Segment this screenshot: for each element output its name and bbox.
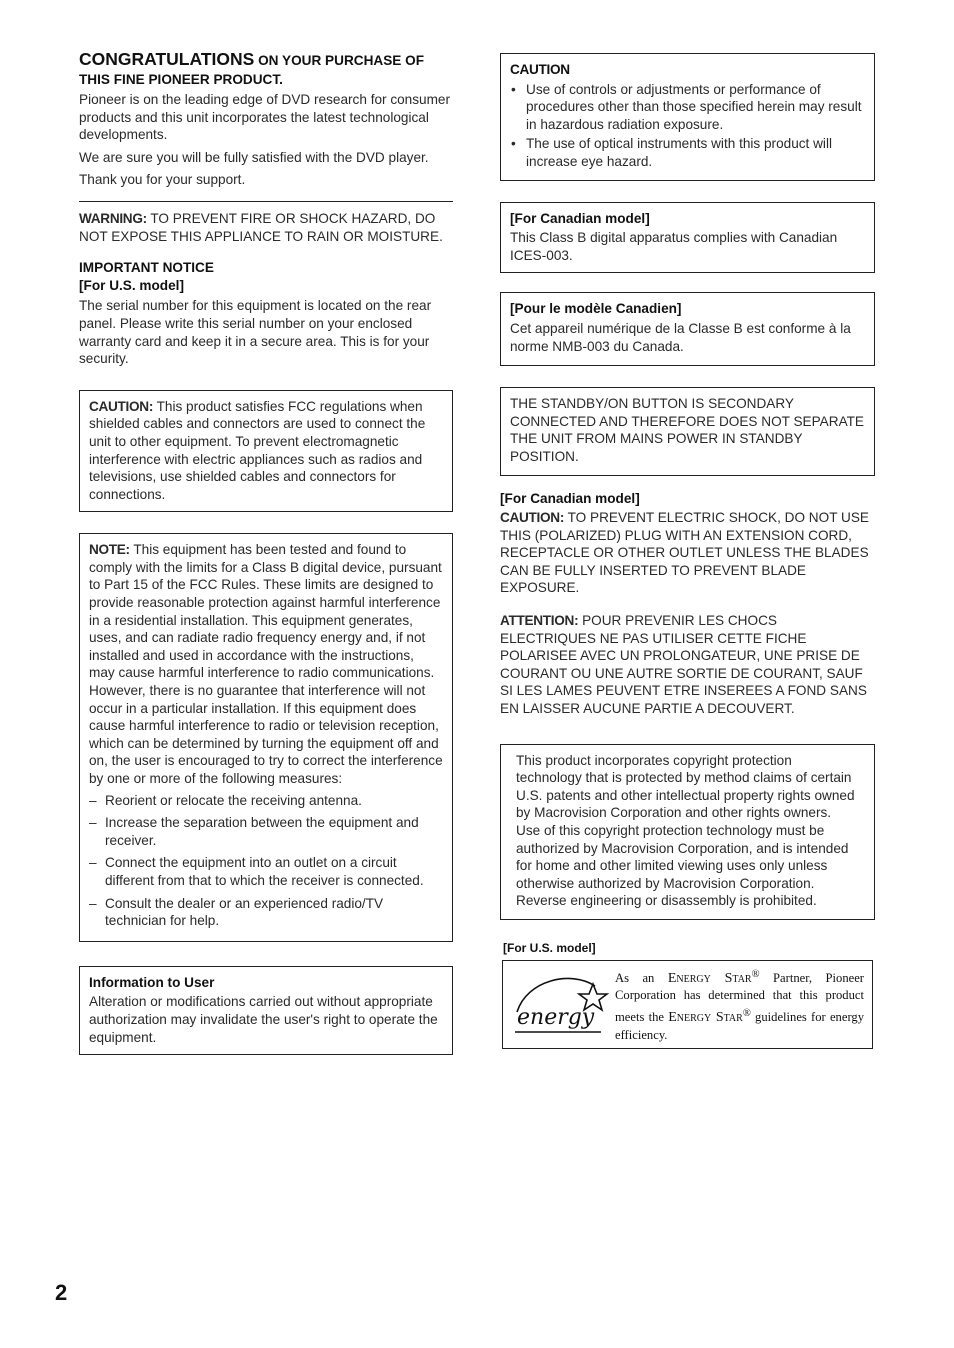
fcc-note-label: NOTE: bbox=[89, 542, 130, 558]
fcc-caution-box bbox=[79, 390, 453, 513]
congratulations-line2: THIS FINE PIONEER PRODUCT. bbox=[79, 72, 283, 87]
information-to-user-text: Alteration or modifications carried out without appropriate authorization may invalidate the user's right to operate the equipment. bbox=[89, 994, 438, 1045]
list-item: – Consult the dealer or an experienced radio/TV technician for help. bbox=[89, 895, 443, 930]
energy-star-text bbox=[609, 966, 864, 1045]
standby-notice-box bbox=[500, 387, 875, 475]
fcc-note-paragraph bbox=[89, 541, 443, 787]
canadian-plug-attention-text: POUR PREVENIR LES CHOCS ELECTRIQUES NE PAS UTILISER CETTE FICHE POLARISEE AVEC UN PROLONGATEUR, UNE PRISE DE COURANT OU UNE AUTRE SORTIE DE COURANT, SAUF SI LES LAMES PEUVENT ETRE INSEREES A FOND SANS EN LAISSER AUCUNE PARTIE A DECOUVERT. bbox=[500, 613, 867, 717]
macrovision-text: This product incorporates copyright protection technology that is protected by method claims of certain U.S. patents and other intellectual property rights owned by Macrovision Corporation and other rights owners. Use of this copyright protection technology must be authorized by Macrovision Corporation, and is intended for home and other limited viewing uses only unless otherwise authorized by Macrovision Corporation. Reverse engineering or disassembly is prohibited. bbox=[516, 752, 855, 909]
canadian-model-french-title: [Pour le modèle Canadien] bbox=[510, 301, 682, 317]
canadian-plug-attention bbox=[500, 612, 875, 718]
laser-caution-title: CAUTION bbox=[510, 62, 570, 77]
intro-paragraph-2: We are sure you will be fully satisfied with the DVD player. bbox=[79, 149, 429, 165]
canadian-plug-caution bbox=[500, 509, 875, 597]
canadian-plug-title: [For Canadian model] bbox=[500, 490, 640, 506]
warning-label: WARNING: bbox=[79, 210, 147, 226]
canadian-plug-attention-label: ATTENTION: bbox=[500, 613, 579, 629]
canadian-plug-caution-text: TO PREVENT ELECTRIC SHOCK, DO NOT USE THIS (POLARIZED) PLUG WITH AN EXTENSION CORD, RECEPTACLE OR OTHER OUTLET UNLESS THE BLADES CAN BE FULLY INSERTED TO PREVENT BLADE EXPOSURE. bbox=[500, 510, 869, 596]
registered-mark: ® bbox=[742, 1007, 751, 1019]
left-column bbox=[79, 50, 453, 1055]
list-item: – Connect the equipment into an outlet on a circuit different from that to which the receiver is connected. bbox=[89, 854, 443, 889]
canadian-model-text: This Class B digital apparatus complies with Canadian ICES-003. bbox=[510, 230, 838, 263]
energy-star-model: [For U.S. model] bbox=[503, 940, 596, 955]
energy-star-name: Energy Star bbox=[667, 970, 752, 986]
intro-paragraph-1: Pioneer is on the leading edge of DVD research for consumer products and this unit incorporates the latest technological developments. bbox=[79, 92, 451, 143]
canadian-model-french-text: Cet appareil numérique de la Classe B est conforme à la norme NMB-003 du Canada. bbox=[510, 320, 851, 354]
list-item: • The use of optical instruments with this product will increase eye hazard. bbox=[510, 135, 865, 170]
right-column bbox=[500, 53, 875, 1049]
warning-text: TO PREVENT FIRE OR SHOCK HAZARD, DO NOT EXPOSE THIS APPLIANCE TO RAIN OR MOISTURE. bbox=[79, 210, 443, 244]
canadian-model-box bbox=[500, 202, 875, 274]
important-notice-model: [For U.S. model] bbox=[79, 277, 184, 293]
list-item: – Increase the separation between the equipment and receiver. bbox=[89, 814, 443, 849]
important-notice-title: IMPORTANT NOTICE bbox=[79, 260, 214, 276]
information-to-user-box bbox=[79, 966, 453, 1055]
energy-logo-word: energy bbox=[517, 1004, 595, 1030]
registered-mark: ® bbox=[751, 968, 760, 980]
congratulations-rest: ON YOUR PURCHASE OF bbox=[254, 53, 425, 68]
fcc-caution-label: CAUTION: bbox=[89, 398, 154, 414]
list-item: • Use of controls or adjustments or performance of procedures other than those specified herein may result in hazardous radiation exposure. bbox=[510, 81, 865, 134]
information-to-user-title: Information to User bbox=[89, 974, 215, 990]
energy-text-part: As an bbox=[615, 970, 668, 985]
fcc-measures-list bbox=[89, 792, 443, 930]
laser-caution-box bbox=[500, 53, 875, 181]
congratulations-heading bbox=[79, 50, 453, 89]
page-number: 2 bbox=[55, 1280, 68, 1305]
canadian-plug-caution-label: CAUTION: bbox=[500, 510, 565, 526]
laser-caution-list bbox=[510, 81, 865, 171]
divider bbox=[79, 201, 453, 202]
energy-star-logo-icon bbox=[513, 972, 609, 1038]
intro-paragraph-3: Thank you for your support. bbox=[79, 172, 246, 188]
list-item: – Reorient or relocate the receiving antenna. bbox=[89, 792, 443, 810]
canadian-model-french-box bbox=[500, 292, 875, 366]
canadian-model-title: [For Canadian model] bbox=[510, 210, 650, 226]
fcc-caution-paragraph bbox=[89, 398, 443, 504]
standby-notice-text: THE STANDBY/ON BUTTON IS SECONDARY CONNECTED AND THEREFORE DOES NOT SEPARATE THE UNIT FROM MAINS POWER IN STANDBY POSITION. bbox=[510, 396, 864, 464]
energy-text-part: guidelines for energy efficiency. bbox=[615, 1010, 865, 1042]
important-notice-text: The serial number for this equipment is located on the rear panel. Please write this serial number on your enclosed warranty card and keep it in a secure area. This is for your security. bbox=[79, 298, 432, 367]
macrovision-box bbox=[500, 744, 875, 920]
energy-star-name: Energy Star bbox=[668, 1010, 743, 1026]
fcc-caution-text: This product satisfies FCC regulations when shielded cables and connectors are used to connect the unit to other equipment. To prevent electromagnetic interference with electric appliances such as radios and televisions, use shielded cables and connectors for connections. bbox=[89, 398, 426, 502]
energy-text-part: Partner, Pioneer Corporation has determined that this product meets the bbox=[615, 970, 864, 1025]
fcc-note-text: This equipment has been tested and found to comply with the limits for a Class B digital device, pursuant to Part 15 of the FCC Rules. These limits are designed to provide reasonable protection against harmful interference in a residential installation. This equipment generates, uses, and can radiate radio frequency energy and, if not installed and used in accordance with the instructions, may cause harmful interference to radio communications. However, there is no guarantee that interference will not occur in a particular installation. If this equipment does cause harmful interference to radio or television reception, which can be determined by turning the equipment off and on, the user is encouraged to try to correct the interference by one or more of the following measures: bbox=[89, 542, 443, 786]
congratulations-word: CONGRATULATIONS bbox=[79, 49, 255, 69]
energy-star-box bbox=[502, 960, 873, 1050]
warning-paragraph bbox=[79, 210, 453, 245]
fcc-note-box bbox=[79, 533, 453, 941]
